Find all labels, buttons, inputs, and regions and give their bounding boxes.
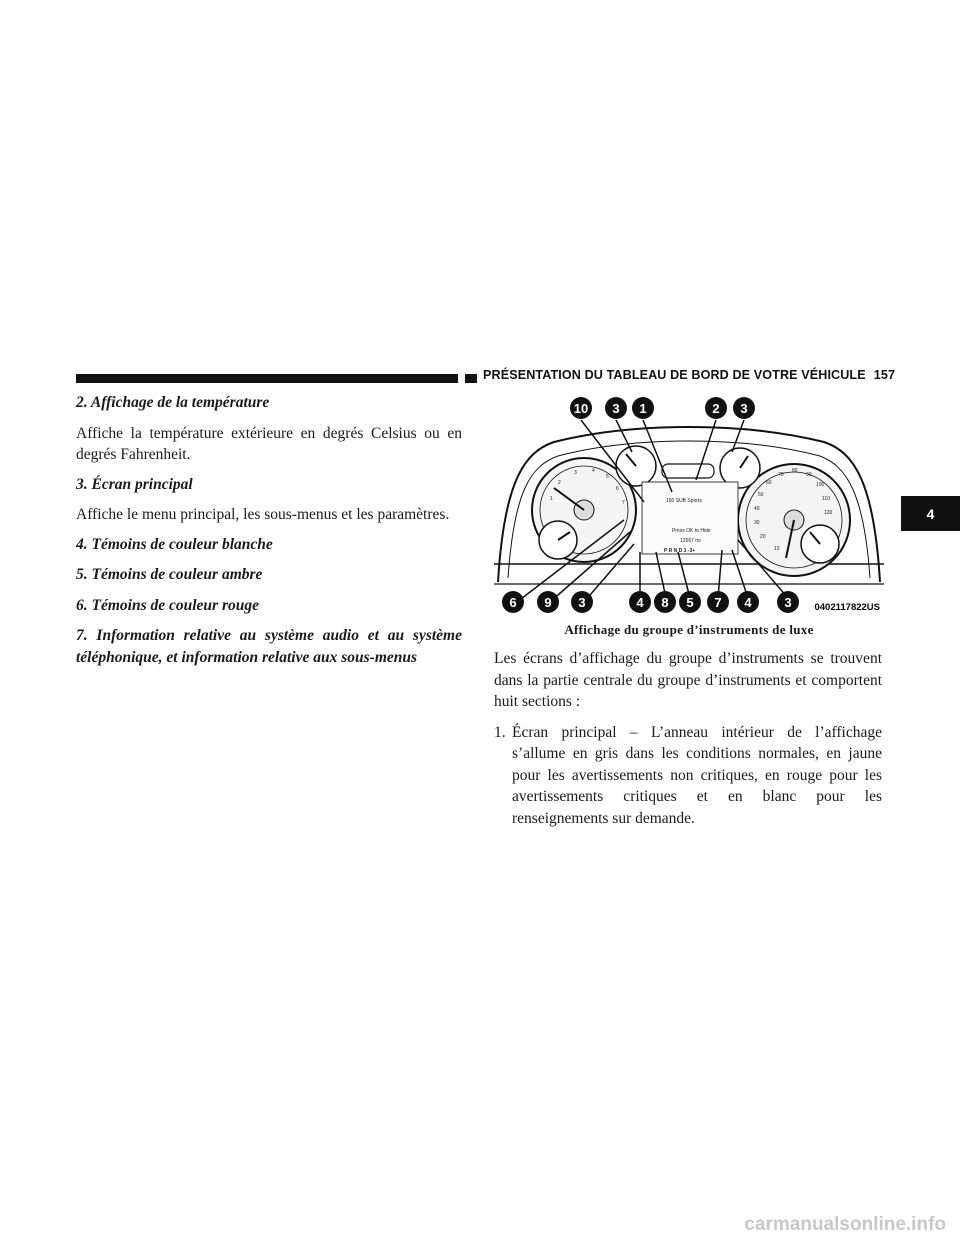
heading-audio-phone: 7. Information relative au système audio et au système téléphonique, et information relative aux sous-menus xyxy=(76,627,462,666)
callout-bottom-6: 5 xyxy=(686,595,694,610)
callout-bottom-7: 7 xyxy=(714,595,722,610)
speedo-label-60: 60 xyxy=(766,480,772,486)
list-item xyxy=(494,722,882,830)
callout-top-5: 3 xyxy=(740,401,748,416)
speedo-label-50: 50 xyxy=(758,492,764,498)
heading-main-screen: 3. Écran principal xyxy=(76,475,193,493)
screen-title: 150 SUB Sports xyxy=(666,498,702,504)
figure-caption: Affichage du groupe d’instruments de luxe xyxy=(564,622,814,637)
tach-label-5: 5 xyxy=(606,474,609,480)
screen-gear: P R N D 1 -3+ xyxy=(664,548,696,554)
section-tab: 4 xyxy=(901,496,960,531)
callout-bottom-8: 4 xyxy=(744,595,752,610)
body-main-screen: Affiche le menu principal, les sous-menus et les paramètres. xyxy=(76,506,450,523)
screen-odometer: 12567 mi xyxy=(680,538,701,544)
speedo-label-70: 70 xyxy=(778,472,784,478)
callout-bottom-5: 8 xyxy=(661,595,669,610)
speedo-label-120: 120 xyxy=(824,510,833,516)
speedo-label-100: 100 xyxy=(816,482,825,488)
heading-white-telltales: 4. Témoins de couleur blanche xyxy=(76,535,273,553)
callout-bottom-1: 6 xyxy=(509,595,517,610)
header-rule-left xyxy=(76,374,458,383)
callout-bottom-4: 4 xyxy=(636,595,644,610)
header-rule-right xyxy=(465,374,477,383)
speedo-label-20: 20 xyxy=(760,534,766,540)
screen-prompt: Press OK to Hide xyxy=(672,528,711,534)
speedo-label-110: 110 xyxy=(822,496,830,502)
tach-label-4: 4 xyxy=(592,468,595,474)
intro-paragraph: Les écrans d’affichage du groupe d’instruments se trouvent dans la partie centrale du groupe d’instruments et comportent huit sections : xyxy=(494,650,882,710)
speedo-label-90: 90 xyxy=(806,472,812,478)
callout-top-3: 1 xyxy=(639,401,647,416)
instrument-cluster-illustration xyxy=(494,392,884,622)
speedo-label-40: 40 xyxy=(754,506,760,512)
callout-bottom-2: 9 xyxy=(544,595,552,610)
callout-top-4: 2 xyxy=(712,401,720,416)
tach-label-6: 6 xyxy=(616,486,619,492)
heading-amber-telltales: 5. Témoins de couleur ambre xyxy=(76,566,263,583)
body-temperature: Affiche la température extérieure en degrés Celsius ou en degrés Fahrenheit. xyxy=(76,424,462,463)
speedo-label-80: 80 xyxy=(792,468,798,474)
cluster-figure xyxy=(494,392,884,622)
callout-bottom-3: 3 xyxy=(578,595,586,610)
running-header xyxy=(483,368,895,382)
watermark: carmanualsonline.info xyxy=(744,1214,946,1235)
left-column xyxy=(76,392,462,677)
list-item-number: 1. xyxy=(494,723,506,741)
tach-label-1: 1 xyxy=(550,496,553,502)
speedo-label-10: 10 xyxy=(774,546,780,552)
tach-label-2: 2 xyxy=(558,480,561,486)
callout-bottom-9: 3 xyxy=(784,595,792,610)
heading-red-telltales: 6. Témoins de couleur rouge xyxy=(76,596,259,614)
tach-label-7: 7 xyxy=(622,500,625,506)
header-title: PRÉSENTATION DU TABLEAU DE BORD DE VOTRE VÉHICULE xyxy=(483,368,866,382)
callout-top-1: 10 xyxy=(573,401,589,416)
figure-code: 0402117822US xyxy=(814,602,880,613)
callout-top-2: 3 xyxy=(612,401,620,416)
list-item-text: Écran principal – L’anneau intérieur de l’affichage s’allume en gris dans les conditions normales, en jaune pour les avertissements non critiques, en rouge pour les avertissements critiques et en blanc pour les renseignements sur demande. xyxy=(512,723,882,827)
right-column xyxy=(494,648,882,829)
speedo-label-30: 30 xyxy=(754,520,760,526)
tach-label-3: 3 xyxy=(574,470,577,476)
heading-temperature: 2. Affichage de la température xyxy=(76,394,270,411)
page-number: 157 xyxy=(873,368,896,382)
